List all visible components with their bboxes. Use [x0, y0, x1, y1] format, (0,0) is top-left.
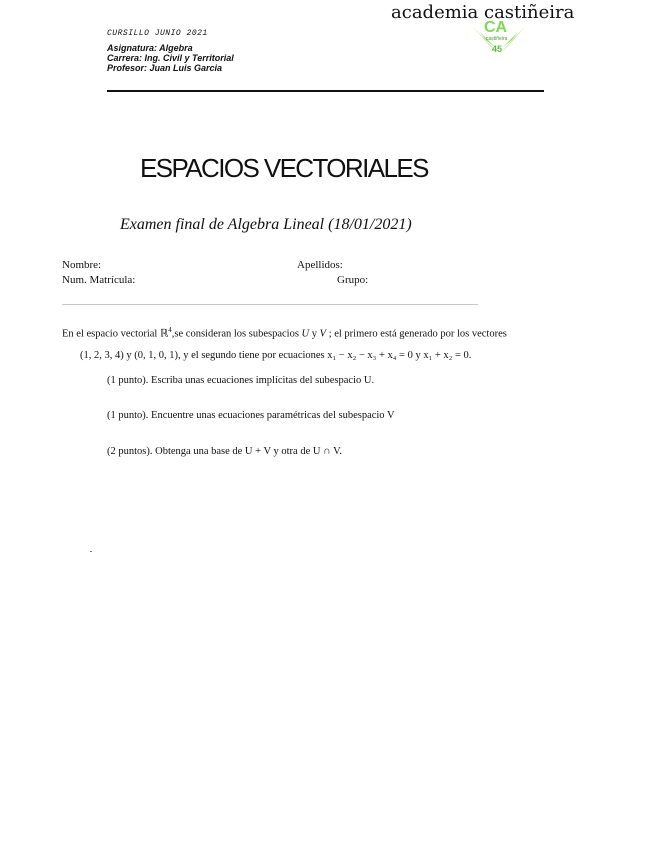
problem-intro [62, 326, 507, 340]
intro-u: U [301, 328, 310, 340]
question-2: (1 punto). Encuentre unas ecuaciones paramétricas del subespacio V [107, 410, 395, 421]
intro-text-c: y [309, 328, 320, 340]
intro-v: V [319, 328, 327, 340]
exam-subtitle: Examen final de Algebra Lineal (18/01/2021) [120, 216, 412, 233]
intro-text-b: ,se consideran los subespacios [171, 328, 302, 340]
professor-label: Profesor: Juan Luis Garcia [107, 63, 223, 73]
course-label: CURSILLO JUNIO 2021 [107, 29, 208, 38]
logo-sub: castiñeira [486, 36, 508, 42]
page-title: ESPACIOS VECTORIALES [140, 153, 428, 183]
header-rule [107, 90, 544, 92]
intro-exponent: 4 [168, 326, 172, 334]
matricula-label: Num. Matrícula: [62, 274, 136, 286]
logo-letters: CA [484, 19, 508, 36]
separator-line [62, 304, 478, 305]
career-label: Carrera: Ing. Civil y Territorial [107, 53, 234, 63]
subject-label: Asignatura: Algebra [107, 43, 193, 53]
question-1: (1 punto). Escriba unas ecuaciones implícitas del subespacio U. [107, 375, 375, 386]
problem-line-2: (1, 2, 3, 4) y (0, 1, 0, 1), y el segundo tiene por ecuaciones x₁ − x₂ − x₃ + x₄ = 0 y x₁ + x₂ = 0. [80, 350, 472, 361]
logo-number: 45 [492, 44, 503, 54]
grupo-label: Grupo: [337, 274, 369, 286]
question-3: (2 puntos). Obtenga una base de U + V y otra de U ∩ V. [107, 446, 342, 457]
nombre-label: Nombre: [62, 259, 102, 271]
brand-name: academia castiñeira [391, 2, 575, 23]
intro-text-d: ; el primero está generado por los vectores [326, 328, 507, 340]
apellidos-label: Apellidos: [297, 259, 343, 271]
intro-text-a: En el espacio vectorial ℝ [62, 328, 169, 340]
stray-mark [90, 551, 92, 552]
